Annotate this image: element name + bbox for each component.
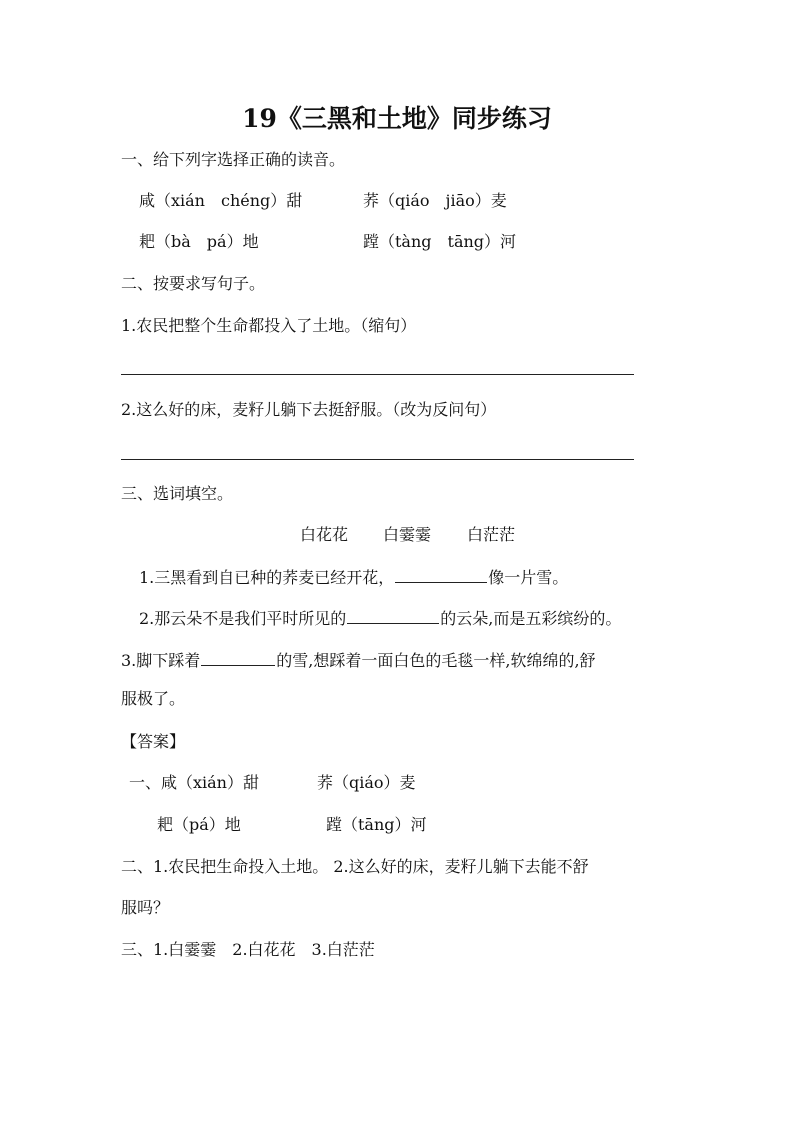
fill-question-2-after: 的云朵,而是五彩缤纷的。	[440, 609, 622, 628]
word-option-2: 白霎霎	[383, 525, 432, 544]
answer-1-xian: 一、咸（xián）甜	[129, 773, 259, 792]
section2-question-2: 2.这么好的床，麦籽儿躺下去挺舒服。（改为反问句）	[121, 400, 497, 419]
section2-heading: 二、按要求写句子。	[121, 274, 266, 293]
section2-question-1: 1.农民把整个生命都投入了土地。（缩句）	[121, 316, 417, 335]
fill-question-1-before: 1.三黑看到自已种的荞麦已经开花，	[139, 568, 395, 587]
fill-question-3-after: 的雪,想踩着一面白色的毛毯一样,软绵绵的,舒	[276, 651, 596, 670]
fill-question-1	[139, 566, 568, 588]
section1-heading: 一、给下列字选择正确的读音。	[121, 150, 346, 169]
answer-line-1[interactable]	[121, 374, 634, 375]
section3-heading: 三、选词填空。	[121, 484, 234, 503]
fill-blank-2[interactable]	[347, 607, 439, 624]
answers-heading: 【答案】	[121, 732, 186, 751]
pinyin-item-pa: 耙（bà pá）地	[139, 232, 259, 251]
fill-question-2	[139, 607, 621, 629]
answer-1-pa: 耙（pá）地	[157, 815, 241, 834]
fill-question-1-after: 像一片雪。	[488, 568, 569, 587]
pinyin-item-tang: 蹚（tàng tāng）河	[363, 232, 517, 251]
fill-question-3	[121, 649, 596, 671]
answer-1-qiao: 荞（qiáo）麦	[317, 773, 416, 792]
fill-question-3-before: 3.脚下踩着	[121, 651, 201, 670]
word-option-1: 白花花	[300, 525, 349, 544]
pinyin-item-xian: 咸（xián chéng）甜	[139, 191, 303, 210]
answer-2-line-2: 服吗？	[121, 898, 170, 917]
word-option-3: 白茫茫	[467, 525, 516, 544]
fill-question-3-continued: 服极了。	[121, 689, 186, 708]
fill-question-2-before: 2.那云朵不是我们平时所见的	[139, 609, 347, 628]
fill-blank-1[interactable]	[395, 566, 487, 583]
fill-blank-3[interactable]	[201, 649, 275, 666]
answer-1-tang: 蹚（tāng）河	[326, 815, 427, 834]
answer-line-2[interactable]	[121, 459, 634, 460]
answer-3: 三、1.白霎霎 2.白花花 3.白茫茫	[121, 940, 375, 959]
answer-2-line-1: 二、1.农民把生命投入土地。 2.这么好的床，麦籽儿躺下去能不舒	[121, 857, 589, 876]
page-title: 19《三黑和土地》同步练习	[242, 104, 552, 133]
pinyin-item-qiao: 荞（qiáo jiāo）麦	[363, 191, 507, 210]
